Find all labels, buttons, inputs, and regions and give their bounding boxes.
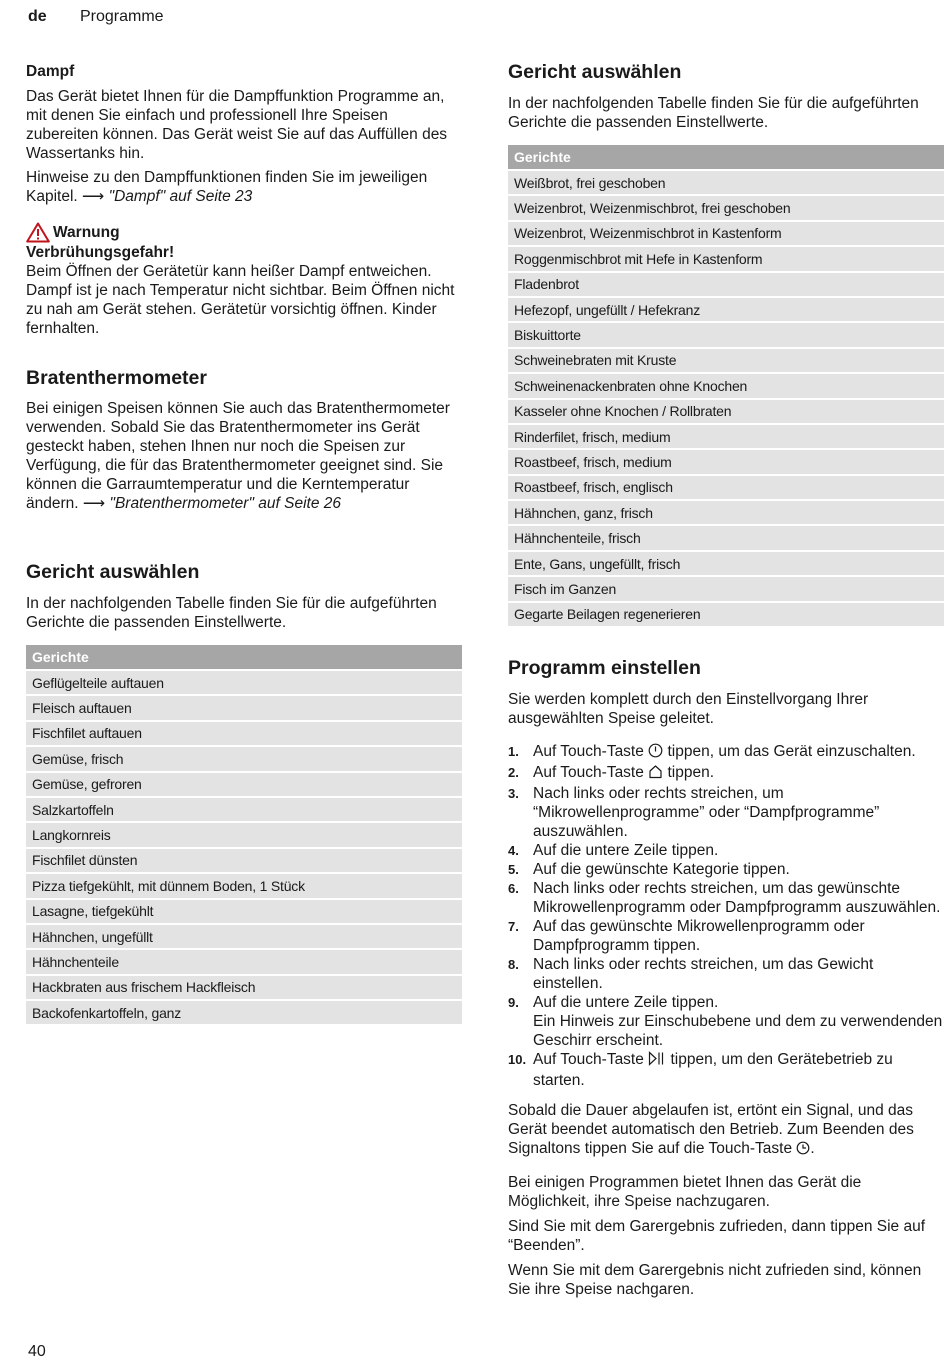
table-row	[508, 195, 944, 220]
program-step	[508, 1050, 944, 1090]
table-row	[508, 500, 944, 525]
dish-name: Hähnchenteile	[26, 949, 462, 974]
table-row	[508, 551, 944, 576]
program-step	[508, 879, 944, 917]
program-step	[508, 860, 944, 879]
dish-table-body	[26, 670, 462, 1025]
step-number: 9.	[508, 995, 519, 1010]
dish-name: Langkornreis	[26, 822, 462, 847]
step-text: Nach links oder rechts streichen, um das Gewicht einstellen.	[533, 956, 874, 992]
nachgaren-paragraph: Bei einigen Programmen bietet Ihnen das Gerät die Möglichkeit, ihre Speise nachzugaren.	[508, 1174, 862, 1210]
step-text: Nach links oder rechts streichen, um “Mikrowellenprogramme” oder “Dampfprogramme” auszuwählen.	[533, 785, 880, 840]
program-steps-list	[508, 742, 944, 1090]
section-title: Programme	[80, 8, 164, 25]
step-text: Auf Touch-Taste	[533, 764, 649, 781]
dish-name: Schweinenackenbraten ohne Knochen	[508, 373, 944, 398]
step-text: Auf die untere Zeile tippen.	[533, 842, 719, 859]
home-icon	[648, 764, 663, 784]
table-row	[508, 348, 944, 373]
table-row	[508, 322, 944, 347]
select-dish-text: In der nachfolgenden Tabelle finden Sie für die aufgeführten Gerichte die passenden Einstellwerte.	[26, 595, 437, 631]
dish-name: Kasseler ohne Knochen / Rollbraten	[508, 399, 944, 424]
step-text-end: tippen, um das Gerät einzuschalten.	[663, 743, 916, 760]
dish-name: Roggenmischbrot mit Hefe in Kastenform	[508, 246, 944, 271]
table-row	[508, 525, 944, 550]
table-row	[508, 576, 944, 601]
dish-name: Roastbeef, frisch, englisch	[508, 475, 944, 500]
table-row	[508, 297, 944, 322]
page-number: 40	[28, 1343, 46, 1360]
dish-name: Gemüse, gefroren	[26, 772, 462, 797]
dish-table	[508, 145, 944, 628]
program-step	[508, 841, 944, 860]
program-step	[508, 993, 944, 1050]
step-text: Nach links oder rechts streichen, um das gewünschte Mikrowellenprogramm oder Dampfprogramm auszuwählen.	[533, 880, 941, 916]
table-row	[26, 772, 462, 797]
step-number: 3.	[508, 786, 519, 801]
step-number: 4.	[508, 843, 519, 858]
dish-name: Backofenkartoffeln, ganz	[26, 1000, 462, 1025]
step-text-end: tippen, um den Gerätebetrieb zu starten.	[533, 1051, 893, 1089]
step-text: Auf die gewünschte Kategorie tippen.	[533, 861, 790, 878]
beenden-paragraph: Sind Sie mit dem Garergebnis zufrieden, dann tippen Sie auf “Beenden”.	[508, 1218, 926, 1254]
table-row	[26, 721, 462, 746]
table-row	[508, 602, 944, 627]
table-row	[26, 975, 462, 1000]
dish-name: Hackbraten aus frischem Hackfleisch	[26, 975, 462, 1000]
table-row	[26, 1000, 462, 1025]
warning-title: Verbrühungsgefahr!	[26, 244, 175, 261]
language-code: de	[28, 8, 47, 25]
table-row	[26, 873, 462, 898]
thermometer-text: Bei einigen Speisen können Sie auch das Bratenthermometer verwenden. Sobald Sie das Bratenthermometer ins Gerät gesteckt haben, stehen Ihnen nur noch die Speisen zur Verfügung, die für das Bratenthermometer geeignet sind. Sie können die Garraumtemperatur und die Kerntemperatur ändern.	[26, 400, 450, 512]
program-heading: Programm einstellen	[508, 657, 701, 679]
warning-triangle-icon	[26, 222, 50, 243]
step-text: Auf Touch-Taste	[533, 1051, 649, 1068]
table-row	[508, 272, 944, 297]
arrow-right-icon: ⟶	[82, 188, 105, 205]
dish-name: Weißbrot, frei geschoben	[508, 170, 944, 195]
table-row	[26, 695, 462, 720]
table-row	[508, 424, 944, 449]
dish-name: Weizenbrot, Weizenmischbrot in Kastenform	[508, 221, 944, 246]
table-row	[508, 221, 944, 246]
warning-block	[26, 222, 462, 338]
thermometer-paragraph	[26, 399, 462, 513]
play-pause-icon	[648, 1051, 666, 1071]
table-row	[26, 746, 462, 771]
warning-label-row	[26, 222, 462, 243]
table-row	[26, 924, 462, 949]
dish-name: Fischfilet dünsten	[26, 848, 462, 873]
table-row	[26, 797, 462, 822]
warning-label: Warnung	[53, 224, 120, 241]
dish-name: Lasagne, tiefgekühlt	[26, 899, 462, 924]
program-step	[508, 784, 944, 841]
program-step	[508, 763, 944, 784]
dish-name: Hähnchen, ungefüllt	[26, 924, 462, 949]
select-dish-text: In der nachfolgenden Tabelle finden Sie für die aufgeführten Gerichte die passenden Einstellwerte.	[508, 95, 919, 131]
dish-name: Gegarte Beilagen regenerieren	[508, 602, 944, 627]
dish-name: Weizenbrot, Weizenmischbrot, frei geschoben	[508, 195, 944, 220]
step-number: 6.	[508, 881, 519, 896]
dish-name: Gemüse, frisch	[26, 746, 462, 771]
step-text: Auf Touch-Taste	[533, 743, 649, 760]
step-text: Auf das gewünschte Mikrowellenprogramm oder Dampfprogramm tippen.	[533, 918, 865, 954]
table-row	[26, 822, 462, 847]
table-row	[26, 899, 462, 924]
dampf-reference-link[interactable]: "Dampf" auf Seite 23	[108, 188, 253, 205]
table-header: Gerichte	[508, 145, 944, 170]
warning-text: Beim Öffnen der Gerätetür kann heißer Dampf entweichen. Dampf ist je nach Temperatur nicht sichtbar. Beim Öffnen nicht zu nah am Gerät stehen. Gerätetür vorsichtig öffnen. Kinder fernhalten.	[26, 263, 455, 337]
dish-name: Schweinebraten mit Kruste	[508, 348, 944, 373]
dish-name: Biskuittorte	[508, 322, 944, 347]
signal-text: Sobald die Dauer abgelaufen ist, ertönt ein Signal, und das Gerät beendet automatisch den Betrieb. Zum Beenden des Signaltons tippen Sie auf die Touch-Taste	[508, 1102, 914, 1157]
program-step	[508, 917, 944, 955]
dish-name: Pizza tiefgekühlt, mit dünnem Boden, 1 Stück	[26, 873, 462, 898]
dish-table	[26, 645, 462, 1026]
dish-name: Hähnchenteile, frisch	[508, 525, 944, 550]
step-number: 8.	[508, 957, 519, 972]
program-step	[508, 955, 944, 993]
dish-name: Fladenbrot	[508, 272, 944, 297]
table-row	[508, 475, 944, 500]
step-text-end: tippen.	[663, 764, 715, 781]
power-icon	[648, 743, 663, 763]
dish-name: Geflügelteile auftauen	[26, 670, 462, 695]
signal-paragraph	[508, 1101, 944, 1160]
select-dish-heading: Gericht auswählen	[508, 61, 682, 83]
dampf-paragraph: Das Gerät bietet Ihnen für die Dampffunktion Programme an, mit denen Sie einfach und professionell Ihre Speisen zubereiten können. Das Gerät weist Sie auf das Auffüllen des Wassertanks hin.	[26, 88, 448, 162]
dish-name: Fisch im Ganzen	[508, 576, 944, 601]
dampf-hint-text: Hinweise zu den Dampffunktionen finden Sie im jeweiligen Kapitel.	[26, 169, 428, 205]
dish-table-body	[508, 170, 944, 627]
arrow-right-icon: ⟶	[82, 495, 106, 512]
thermometer-reference-link[interactable]: "Bratenthermometer" auf Seite 26	[109, 495, 342, 512]
table-row	[508, 449, 944, 474]
step-number: 2.	[508, 765, 519, 780]
page-header	[28, 8, 164, 26]
table-row	[26, 949, 462, 974]
table-row	[508, 246, 944, 271]
step-text: Auf die untere Zeile tippen.	[533, 994, 719, 1011]
step-note: Ein Hinweis zur Einschubebene und dem zu verwendenden Geschirr erscheint.	[533, 1013, 943, 1049]
step-number: 7.	[508, 919, 519, 934]
dish-name: Roastbeef, frisch, medium	[508, 449, 944, 474]
program-step	[508, 742, 944, 763]
dish-name: Salzkartoffeln	[26, 797, 462, 822]
step-number: 10.	[508, 1052, 527, 1067]
dish-name: Hähnchen, ganz, frisch	[508, 500, 944, 525]
select-dish-heading: Gericht auswählen	[26, 561, 200, 583]
table-header: Gerichte	[26, 645, 462, 670]
step-number: 5.	[508, 862, 519, 877]
timer-icon	[796, 1141, 810, 1160]
dampf-heading: Dampf	[26, 63, 75, 80]
dish-name: Fleisch auftauen	[26, 695, 462, 720]
dampf-hint	[26, 168, 462, 206]
dish-name: Ente, Gans, ungefüllt, frisch	[508, 551, 944, 576]
table-row	[26, 848, 462, 873]
step-number: 1.	[508, 744, 519, 759]
table-row	[508, 373, 944, 398]
signal-text-end: .	[810, 1140, 815, 1157]
nachgaren-paragraph-2: Wenn Sie mit dem Garergebnis nicht zufrieden sind, können Sie ihre Speise nachgaren.	[508, 1262, 922, 1298]
dish-name: Fischfilet auftauen	[26, 721, 462, 746]
table-row	[508, 399, 944, 424]
table-row	[26, 670, 462, 695]
dish-name: Hefezopf, ungefüllt / Hefekranz	[508, 297, 944, 322]
thermometer-heading: Bratenthermometer	[26, 367, 207, 389]
table-row	[508, 170, 944, 195]
program-intro: Sie werden komplett durch den Einstellvorgang Ihrer ausgewählten Speise geleitet.	[508, 691, 869, 727]
dish-name: Rinderfilet, frisch, medium	[508, 424, 944, 449]
